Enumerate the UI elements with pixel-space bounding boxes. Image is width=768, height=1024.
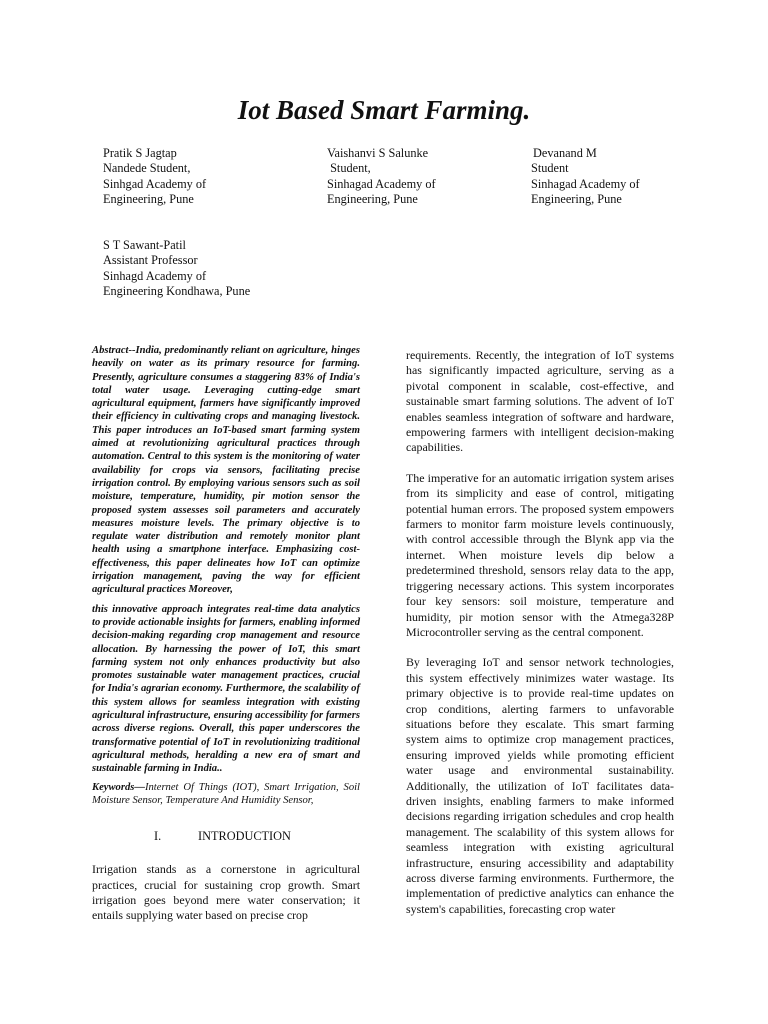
author-block-2 [327, 146, 436, 208]
author-block-1 [103, 146, 206, 208]
author-affiliation: Engineering, Pune [103, 192, 194, 207]
author-affiliation: Engineering Kondhawa, Pune [103, 284, 251, 299]
keywords [92, 781, 360, 808]
keywords-label: Keywords— [92, 781, 145, 793]
author-name: Devanand M [533, 146, 597, 160]
body-paragraph: Irrigation stands as a cornerstone in agricultural practices, crucial for sustaining crop growth. Smart irrigation goes beyond mere water conservation; it entails supplying water based on precise crop [92, 862, 360, 923]
author-affiliation: Sinhagad Academy of [327, 176, 436, 191]
paper-title: Iot Based Smart Farming. [237, 95, 531, 125]
author-role: Student, [327, 161, 371, 176]
author-affiliation: Engineering, Pune [327, 192, 418, 207]
right-column [406, 348, 674, 917]
author-affiliation: Engineering, Pune [531, 192, 622, 207]
section-heading [92, 829, 360, 844]
author-block-3 [531, 146, 640, 208]
author-affiliation: Sinhagad Academy of [531, 176, 640, 191]
keywords-text: Internet Of Things (IOT), Smart Irrigation, Soil Moisture Sensor, Temperature And Humidity Sensor, [92, 781, 360, 806]
left-column [92, 344, 360, 924]
abstract-paragraph: Abstract--India, predominantly reliant on agriculture, hinges heavily on water as its primary resource for farming. Presently, agriculture consumes a staggering 83% of India's total water usage. Leveraging cutting-edge smart agricultural equipment, farmers have significantly improved their efficiency in cultivating crops and managing livestock. This paper introduces an IoT-based smart farming system aimed at revolutionizing agricultural practices through automation. Central to this system is the monitoring of water availability for crops via sensors, facilitating precise irrigation control. By employing various sensors such as soil moisture, temperature, humidity, pir motion sensor the proposed system assesses soil parameters and accurately measures moisture levels. The primary objective is to regulate water distribution and remotely monitor plant health using a smartphone interface. Emphasizing cost-effectiveness, this paper delineates how IoT can optimize irrigation management, paving the way for efficient agricultural practices Moreover, [92, 345, 360, 596]
section-number: I. [154, 829, 162, 844]
author-block-4 [103, 238, 250, 300]
author-name: Pratik S Jagtap [103, 146, 177, 160]
author-affiliation: Sinhgad Academy of [103, 176, 207, 191]
body-paragraph: The imperative for an automatic irrigation system arises from its simplicity and ease of control, mitigating potential human errors. The proposed system empowers farmers to monitor farm moisture levels continuously, with control accessible through the Blynk app via the internet. When moisture levels dip below a predetermined threshold, sensors relay data to the app, triggering necessary actions. This system incorporates four key sensors: soil moisture, temperature and humidity, pir motion sensor with the Atmega328P Microcontroller serving as the central component. [406, 470, 674, 639]
section-title: INTRODUCTION [198, 829, 291, 844]
author-role: Student [531, 161, 569, 176]
body-paragraph: requirements. Recently, the integration of IoT systems has significantly impacted agriculture, serving as a pivotal component in scalable, cost-effective, and sustainable smart farming solutions. The advent of IoT enables seamless integration of software and hardware, empowering farmers with intelligent decision-making capabilities. [406, 348, 674, 455]
author-affiliation: Sinhagd Academy of [103, 268, 207, 283]
abstract-paragraph: this innovative approach integrates real-time data analytics to provide actionable insights for farmers, enabling informed decision-making regarding crop management and resource allocation. By harnessing the power of IoT, this smart farming system not only enhances productivity but also promotes sustainable water management practices, crucial for India's agrarian economy. Furthermore, the scalability of this system allows for seamless integration with existing agricultural infrastructure, ensuring accessibility for farmers across diverse regions. Overall, this paper underscores the transformative potential of IoT in revolutionizing traditional agricultural methods, heralding a new era of smart and sustainable farming in India.. [92, 603, 360, 775]
author-role: Nandede Student, [103, 161, 191, 176]
body-paragraph: By leveraging IoT and sensor network technologies, this system effectively minimizes water wastage. Its primary objective is to provide real-time updates on crop conditions, alerting farmers to unfavorable situations before they escalate. This smart farming system aims to optimize crop management practices, ensuring improved yields while promoting efficient water usage and environmental sustainability. Additionally, the utilization of IoT facilitates data-driven insights, enabling farmers to make informed decisions regarding irrigation schedules and crop health management. The scalability of this system allows for seamless integration with existing agricultural infrastructure, ensuring accessibility and adaptability across diverse farming environments. Furthermore, the implementation of predictive analytics can enhance the system's capabilities, forecasting crop water [406, 655, 674, 916]
author-role: Assistant Professor [103, 253, 198, 268]
author-name: S T Sawant-Patil [103, 238, 186, 252]
author-name: Vaishanvi S Salunke [327, 146, 429, 160]
